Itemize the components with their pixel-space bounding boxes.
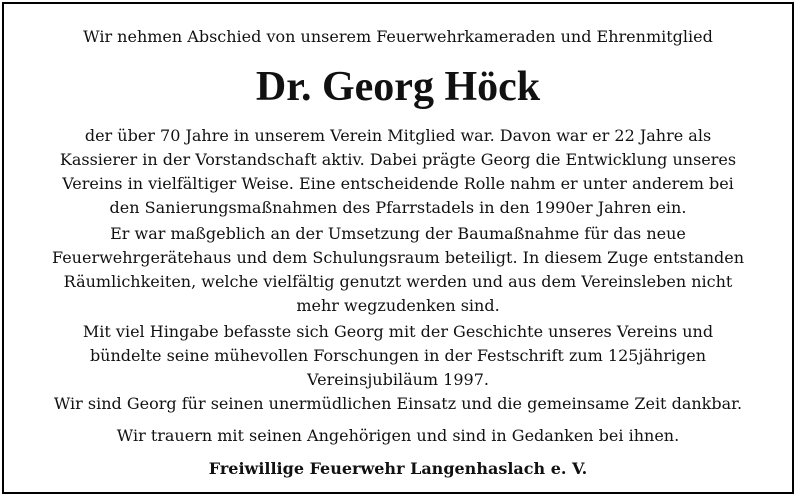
intro-text: Wir nehmen Abschied von unserem Feuerwehrkameraden und Ehrenmitglied — [83, 27, 713, 46]
paragraph-thanks: Wir sind Georg für seinen unermüdlichen Einsatz und die gemeinsame Zeit dankbar. — [53, 394, 743, 413]
paragraph-mourning: Wir trauern mit seinen Angehörigen und sind in Gedanken bei ihnen. — [116, 426, 680, 445]
deceased-name: Dr. Georg Höck — [255, 64, 541, 110]
obituary-content — [4, 4, 792, 492]
paragraph-line: Mit viel Hingabe befasste sich Georg mit der Geschichte unseres Vereins und — [82, 322, 714, 341]
paragraph-line: mehr wegzudenken sind. — [296, 296, 500, 315]
paragraph-line: Er war maßgeblich an der Umsetzung der Baumaßnahme für das neue — [110, 224, 686, 243]
paragraph-line: den Sanierungsmaßnahmen des Pfarrstadels in den 1990er Jahren ein. — [109, 198, 687, 217]
signature: Freiwillige Feuerwehr Langenhaslach e. V. — [208, 459, 588, 478]
paragraph-line: Kassierer in der Vorstandschaft aktiv. Dabei prägte Georg die Entwicklung unseres — [59, 150, 737, 169]
paragraph-line: bündelte seine mühevollen Forschungen in der Festschrift zum 125jährigen — [89, 346, 707, 365]
paragraph-line: der über 70 Jahre in unserem Verein Mitglied war. Davon war er 22 Jahre als — [84, 126, 712, 145]
paragraph-line: Vereinsjubiläum 1997. — [307, 370, 489, 389]
paragraph-membership — [28, 124, 768, 220]
paragraph-building — [28, 222, 768, 318]
paragraph-line: Vereins in vielfältiger Weise. Eine entscheidende Rolle nahm er unter anderem bei — [62, 174, 734, 193]
paragraph-line: Feuerwehrgerätehaus und dem Schulungsraum beteiligt. In diesem Zuge entstanden — [51, 248, 745, 267]
paragraph-line: Räumlichkeiten, welche vielfältig genutzt werden und aus dem Vereinsleben nicht — [63, 272, 733, 291]
obituary-frame — [2, 2, 794, 494]
paragraph-history — [28, 320, 768, 392]
